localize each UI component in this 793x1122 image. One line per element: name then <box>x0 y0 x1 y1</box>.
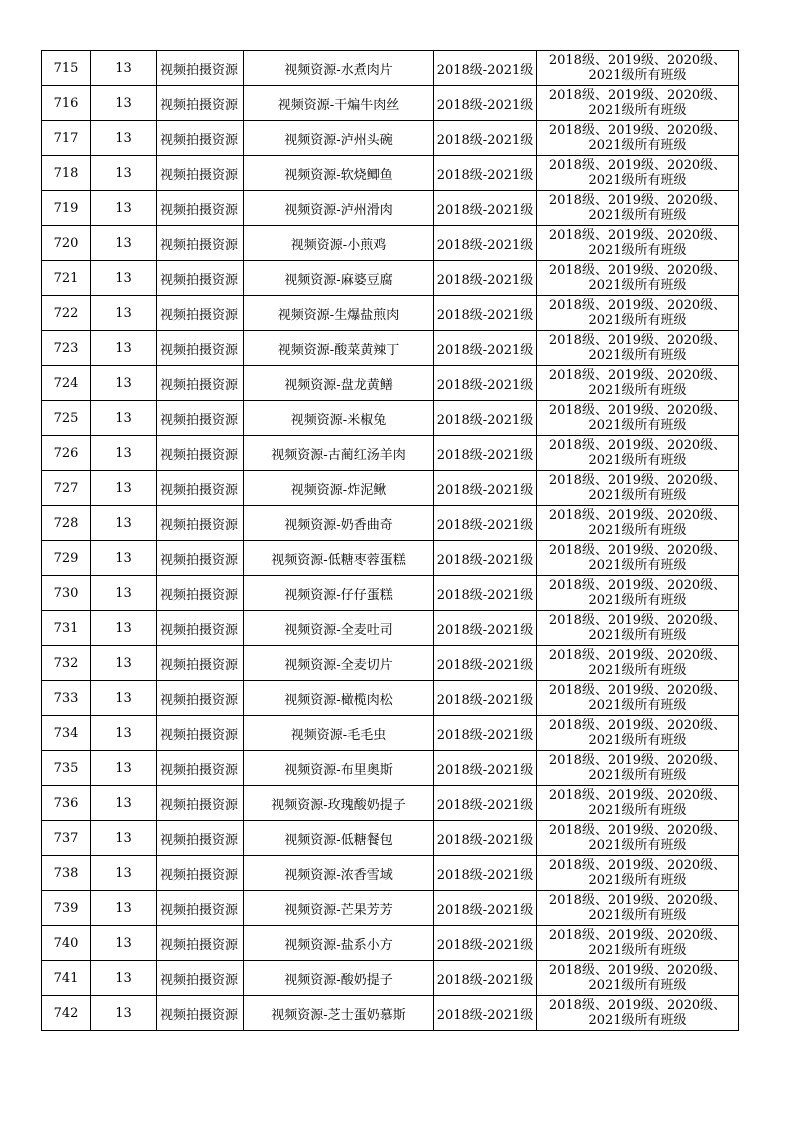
target-classes-cell <box>537 51 739 86</box>
grade-range-cell: 2018级-2021级 <box>434 576 537 611</box>
row-number-cell: 732 <box>42 646 91 681</box>
resource-content-cell: 视频资源-炸泥鳅 <box>244 471 434 506</box>
target-classes-line: 2021级所有班级 <box>588 873 687 888</box>
row-number-cell: 739 <box>42 891 91 926</box>
target-classes-line: 2018级、2019级、2020级、 <box>548 893 727 908</box>
resource-content-cell: 视频资源-低糖餐包 <box>244 821 434 856</box>
table-row <box>42 366 739 401</box>
target-classes-cell <box>537 821 739 856</box>
target-classes-line: 2018级、2019级、2020级、 <box>548 333 727 348</box>
target-classes-line: 2018级、2019级、2020级、 <box>548 683 727 698</box>
row-number-cell: 740 <box>42 926 91 961</box>
target-classes-line: 2021级所有班级 <box>588 103 687 118</box>
resource-content-cell: 视频资源-全麦切片 <box>244 646 434 681</box>
hours-cell: 13 <box>91 926 157 961</box>
hours-cell: 13 <box>91 541 157 576</box>
target-classes-cell <box>537 401 739 436</box>
resource-type-cell: 视频拍摄资源 <box>157 786 244 821</box>
hours-cell: 13 <box>91 156 157 191</box>
table-row <box>42 541 739 576</box>
grade-range-cell: 2018级-2021级 <box>434 681 537 716</box>
resource-type-cell: 视频拍摄资源 <box>157 471 244 506</box>
target-classes-cell <box>537 996 739 1031</box>
target-classes-cell <box>537 786 739 821</box>
resource-type-cell: 视频拍摄资源 <box>157 856 244 891</box>
target-classes-cell <box>537 506 739 541</box>
table-row <box>42 716 739 751</box>
row-number-cell: 731 <box>42 611 91 646</box>
target-classes-line: 2018级、2019级、2020级、 <box>548 543 727 558</box>
row-number-cell: 721 <box>42 261 91 296</box>
hours-cell: 13 <box>91 401 157 436</box>
target-classes-line: 2021级所有班级 <box>588 313 687 328</box>
resource-content-cell: 视频资源-芝士蛋奶慕斯 <box>244 996 434 1031</box>
resource-content-cell: 视频资源-仔仔蛋糕 <box>244 576 434 611</box>
target-classes-line: 2018级、2019级、2020级、 <box>548 88 727 103</box>
grade-range-cell: 2018级-2021级 <box>434 226 537 261</box>
grade-range-cell: 2018级-2021级 <box>434 891 537 926</box>
hours-cell: 13 <box>91 751 157 786</box>
table-row <box>42 226 739 261</box>
table-row <box>42 786 739 821</box>
target-classes-line: 2021级所有班级 <box>588 663 687 678</box>
resource-content-cell: 视频资源-酸菜黄辣丁 <box>244 331 434 366</box>
resource-type-cell: 视频拍摄资源 <box>157 331 244 366</box>
hours-cell: 13 <box>91 191 157 226</box>
target-classes-line: 2021级所有班级 <box>588 418 687 433</box>
hours-cell: 13 <box>91 821 157 856</box>
resource-content-cell: 视频资源-泸州滑肉 <box>244 191 434 226</box>
hours-cell: 13 <box>91 856 157 891</box>
row-number-cell: 720 <box>42 226 91 261</box>
hours-cell: 13 <box>91 436 157 471</box>
hours-cell: 13 <box>91 961 157 996</box>
grade-range-cell: 2018级-2021级 <box>434 821 537 856</box>
target-classes-line: 2021级所有班级 <box>588 278 687 293</box>
hours-cell: 13 <box>91 121 157 156</box>
hours-cell: 13 <box>91 366 157 401</box>
row-number-cell: 719 <box>42 191 91 226</box>
hours-cell: 13 <box>91 506 157 541</box>
table-body <box>42 51 739 1031</box>
target-classes-cell <box>537 261 739 296</box>
resource-type-cell: 视频拍摄资源 <box>157 541 244 576</box>
resource-type-cell: 视频拍摄资源 <box>157 996 244 1031</box>
grade-range-cell: 2018级-2021级 <box>434 261 537 296</box>
row-number-cell: 728 <box>42 506 91 541</box>
hours-cell: 13 <box>91 86 157 121</box>
resource-content-cell: 视频资源-水煮肉片 <box>244 51 434 86</box>
target-classes-line: 2021级所有班级 <box>588 803 687 818</box>
table-row <box>42 86 739 121</box>
target-classes-cell <box>537 86 739 121</box>
row-number-cell: 736 <box>42 786 91 821</box>
grade-range-cell: 2018级-2021级 <box>434 996 537 1031</box>
target-classes-line: 2018级、2019级、2020级、 <box>548 158 727 173</box>
target-classes-line: 2021级所有班级 <box>588 698 687 713</box>
grade-range-cell: 2018级-2021级 <box>434 716 537 751</box>
resource-type-cell: 视频拍摄资源 <box>157 891 244 926</box>
target-classes-line: 2018级、2019级、2020级、 <box>548 193 727 208</box>
row-number-cell: 724 <box>42 366 91 401</box>
hours-cell: 13 <box>91 331 157 366</box>
resource-type-cell: 视频拍摄资源 <box>157 751 244 786</box>
grade-range-cell: 2018级-2021级 <box>434 541 537 576</box>
grade-range-cell: 2018级-2021级 <box>434 961 537 996</box>
grade-range-cell: 2018级-2021级 <box>434 191 537 226</box>
resource-type-cell: 视频拍摄资源 <box>157 821 244 856</box>
hours-cell: 13 <box>91 576 157 611</box>
target-classes-line: 2018级、2019级、2020级、 <box>548 53 727 68</box>
target-classes-line: 2018级、2019级、2020级、 <box>548 788 727 803</box>
grade-range-cell: 2018级-2021级 <box>434 751 537 786</box>
target-classes-line: 2021级所有班级 <box>588 348 687 363</box>
resource-type-cell: 视频拍摄资源 <box>157 926 244 961</box>
row-number-cell: 734 <box>42 716 91 751</box>
grade-range-cell: 2018级-2021级 <box>434 51 537 86</box>
hours-cell: 13 <box>91 646 157 681</box>
target-classes-cell <box>537 541 739 576</box>
target-classes-line: 2018级、2019级、2020级、 <box>548 508 727 523</box>
resource-content-cell: 视频资源-生爆盐煎肉 <box>244 296 434 331</box>
resource-content-cell: 视频资源-毛毛虫 <box>244 716 434 751</box>
target-classes-line: 2021级所有班级 <box>588 488 687 503</box>
resource-content-cell: 视频资源-全麦吐司 <box>244 611 434 646</box>
resource-content-cell: 视频资源-芒果芳芳 <box>244 891 434 926</box>
resource-content-cell: 视频资源-软烧鲫鱼 <box>244 156 434 191</box>
resource-type-cell: 视频拍摄资源 <box>157 226 244 261</box>
grade-range-cell: 2018级-2021级 <box>434 366 537 401</box>
target-classes-cell <box>537 576 739 611</box>
grade-range-cell: 2018级-2021级 <box>434 786 537 821</box>
target-classes-cell <box>537 646 739 681</box>
table-row <box>42 471 739 506</box>
target-classes-line: 2021级所有班级 <box>588 243 687 258</box>
target-classes-line: 2018级、2019级、2020级、 <box>548 438 727 453</box>
resource-type-cell: 视频拍摄资源 <box>157 121 244 156</box>
table-row <box>42 646 739 681</box>
table-row <box>42 856 739 891</box>
resource-content-cell: 视频资源-盘龙黄鳝 <box>244 366 434 401</box>
table-row <box>42 681 739 716</box>
resource-content-cell: 视频资源-低糖枣蓉蛋糕 <box>244 541 434 576</box>
grade-range-cell: 2018级-2021级 <box>434 156 537 191</box>
resource-type-cell: 视频拍摄资源 <box>157 261 244 296</box>
row-number-cell: 715 <box>42 51 91 86</box>
resource-content-cell: 视频资源-橄榄肉松 <box>244 681 434 716</box>
target-classes-line: 2018级、2019级、2020级、 <box>548 123 727 138</box>
target-classes-line: 2021级所有班级 <box>588 733 687 748</box>
resource-type-cell: 视频拍摄资源 <box>157 961 244 996</box>
grade-range-cell: 2018级-2021级 <box>434 926 537 961</box>
grade-range-cell: 2018级-2021级 <box>434 331 537 366</box>
row-number-cell: 717 <box>42 121 91 156</box>
resource-content-cell: 视频资源-浓香雪域 <box>244 856 434 891</box>
resource-type-cell: 视频拍摄资源 <box>157 366 244 401</box>
target-classes-line: 2021级所有班级 <box>588 943 687 958</box>
table-row <box>42 751 739 786</box>
hours-cell: 13 <box>91 261 157 296</box>
target-classes-cell <box>537 366 739 401</box>
target-classes-line: 2021级所有班级 <box>588 978 687 993</box>
row-number-cell: 737 <box>42 821 91 856</box>
table-row <box>42 191 739 226</box>
target-classes-line: 2018级、2019级、2020级、 <box>548 718 727 733</box>
target-classes-line: 2021级所有班级 <box>588 628 687 643</box>
target-classes-line: 2021级所有班级 <box>588 908 687 923</box>
table-row <box>42 611 739 646</box>
resource-content-cell: 视频资源-麻婆豆腐 <box>244 261 434 296</box>
resource-content-cell: 视频资源-古蔺红汤羊肉 <box>244 436 434 471</box>
table-row <box>42 926 739 961</box>
row-number-cell: 727 <box>42 471 91 506</box>
resource-content-cell: 视频资源-干煸牛肉丝 <box>244 86 434 121</box>
row-number-cell: 723 <box>42 331 91 366</box>
table-row <box>42 51 739 86</box>
target-classes-line: 2018级、2019级、2020级、 <box>548 648 727 663</box>
row-number-cell: 722 <box>42 296 91 331</box>
resource-content-cell: 视频资源-奶香曲奇 <box>244 506 434 541</box>
target-classes-line: 2018级、2019级、2020级、 <box>548 263 727 278</box>
target-classes-line: 2021级所有班级 <box>588 68 687 83</box>
row-number-cell: 726 <box>42 436 91 471</box>
target-classes-line: 2021级所有班级 <box>588 453 687 468</box>
target-classes-line: 2021级所有班级 <box>588 768 687 783</box>
resource-type-cell: 视频拍摄资源 <box>157 51 244 86</box>
hours-cell: 13 <box>91 786 157 821</box>
target-classes-cell <box>537 436 739 471</box>
target-classes-line: 2018级、2019级、2020级、 <box>548 228 727 243</box>
target-classes-line: 2018级、2019级、2020级、 <box>548 998 727 1013</box>
resource-type-cell: 视频拍摄资源 <box>157 576 244 611</box>
target-classes-line: 2021级所有班级 <box>588 383 687 398</box>
target-classes-line: 2018级、2019级、2020级、 <box>548 823 727 838</box>
row-number-cell: 716 <box>42 86 91 121</box>
target-classes-line: 2018级、2019级、2020级、 <box>548 753 727 768</box>
row-number-cell: 729 <box>42 541 91 576</box>
resource-type-cell: 视频拍摄资源 <box>157 156 244 191</box>
table-row <box>42 576 739 611</box>
row-number-cell: 735 <box>42 751 91 786</box>
table-row <box>42 261 739 296</box>
row-number-cell: 725 <box>42 401 91 436</box>
hours-cell: 13 <box>91 471 157 506</box>
target-classes-line: 2021级所有班级 <box>588 208 687 223</box>
target-classes-line: 2018级、2019级、2020级、 <box>548 578 727 593</box>
target-classes-line: 2021级所有班级 <box>588 558 687 573</box>
resource-content-cell: 视频资源-玫瑰酸奶提子 <box>244 786 434 821</box>
row-number-cell: 733 <box>42 681 91 716</box>
target-classes-line: 2018级、2019级、2020级、 <box>548 473 727 488</box>
hours-cell: 13 <box>91 996 157 1031</box>
table-row <box>42 996 739 1031</box>
grade-range-cell: 2018级-2021级 <box>434 611 537 646</box>
grade-range-cell: 2018级-2021级 <box>434 436 537 471</box>
grade-range-cell: 2018级-2021级 <box>434 856 537 891</box>
hours-cell: 13 <box>91 891 157 926</box>
row-number-cell: 718 <box>42 156 91 191</box>
table-row <box>42 821 739 856</box>
target-classes-cell <box>537 226 739 261</box>
resource-content-cell: 视频资源-米椒兔 <box>244 401 434 436</box>
target-classes-cell <box>537 121 739 156</box>
target-classes-cell <box>537 191 739 226</box>
resource-type-cell: 视频拍摄资源 <box>157 296 244 331</box>
target-classes-line: 2021级所有班级 <box>588 173 687 188</box>
row-number-cell: 738 <box>42 856 91 891</box>
target-classes-cell <box>537 471 739 506</box>
target-classes-cell <box>537 156 739 191</box>
target-classes-line: 2018级、2019级、2020级、 <box>548 368 727 383</box>
table-row <box>42 401 739 436</box>
hours-cell: 13 <box>91 611 157 646</box>
target-classes-cell <box>537 891 739 926</box>
target-classes-line: 2018级、2019级、2020级、 <box>548 858 727 873</box>
target-classes-line: 2018级、2019级、2020级、 <box>548 403 727 418</box>
target-classes-line: 2018级、2019级、2020级、 <box>548 613 727 628</box>
resource-type-cell: 视频拍摄资源 <box>157 716 244 751</box>
target-classes-line: 2021级所有班级 <box>588 523 687 538</box>
resource-type-cell: 视频拍摄资源 <box>157 401 244 436</box>
resource-content-cell: 视频资源-酸奶提子 <box>244 961 434 996</box>
target-classes-cell <box>537 296 739 331</box>
table-row <box>42 121 739 156</box>
table-row <box>42 331 739 366</box>
resource-type-cell: 视频拍摄资源 <box>157 191 244 226</box>
hours-cell: 13 <box>91 296 157 331</box>
target-classes-line: 2021级所有班级 <box>588 593 687 608</box>
resource-table <box>41 50 739 1031</box>
table-row <box>42 961 739 996</box>
hours-cell: 13 <box>91 716 157 751</box>
target-classes-line: 2021级所有班级 <box>588 1013 687 1028</box>
target-classes-line: 2021级所有班级 <box>588 138 687 153</box>
resource-type-cell: 视频拍摄资源 <box>157 646 244 681</box>
target-classes-line: 2021级所有班级 <box>588 838 687 853</box>
grade-range-cell: 2018级-2021级 <box>434 506 537 541</box>
grade-range-cell: 2018级-2021级 <box>434 121 537 156</box>
target-classes-cell <box>537 856 739 891</box>
grade-range-cell: 2018级-2021级 <box>434 471 537 506</box>
grade-range-cell: 2018级-2021级 <box>434 646 537 681</box>
resource-content-cell: 视频资源-布里奥斯 <box>244 751 434 786</box>
target-classes-cell <box>537 681 739 716</box>
row-number-cell: 741 <box>42 961 91 996</box>
target-classes-cell <box>537 926 739 961</box>
resource-type-cell: 视频拍摄资源 <box>157 436 244 471</box>
resource-content-cell: 视频资源-小煎鸡 <box>244 226 434 261</box>
grade-range-cell: 2018级-2021级 <box>434 86 537 121</box>
resource-content-cell: 视频资源-泸州头碗 <box>244 121 434 156</box>
resource-type-cell: 视频拍摄资源 <box>157 611 244 646</box>
table-row <box>42 506 739 541</box>
target-classes-cell <box>537 751 739 786</box>
table-row <box>42 891 739 926</box>
resource-type-cell: 视频拍摄资源 <box>157 506 244 541</box>
target-classes-cell <box>537 716 739 751</box>
target-classes-line: 2018级、2019级、2020级、 <box>548 963 727 978</box>
hours-cell: 13 <box>91 681 157 716</box>
row-number-cell: 730 <box>42 576 91 611</box>
row-number-cell: 742 <box>42 996 91 1031</box>
resource-content-cell: 视频资源-盐系小方 <box>244 926 434 961</box>
target-classes-cell <box>537 611 739 646</box>
table-row <box>42 436 739 471</box>
target-classes-cell <box>537 961 739 996</box>
table-row <box>42 296 739 331</box>
target-classes-cell <box>537 331 739 366</box>
grade-range-cell: 2018级-2021级 <box>434 296 537 331</box>
target-classes-line: 2018级、2019级、2020级、 <box>548 928 727 943</box>
resource-type-cell: 视频拍摄资源 <box>157 86 244 121</box>
target-classes-line: 2018级、2019级、2020级、 <box>548 298 727 313</box>
resource-type-cell: 视频拍摄资源 <box>157 681 244 716</box>
hours-cell: 13 <box>91 51 157 86</box>
table-row <box>42 156 739 191</box>
grade-range-cell: 2018级-2021级 <box>434 401 537 436</box>
hours-cell: 13 <box>91 226 157 261</box>
